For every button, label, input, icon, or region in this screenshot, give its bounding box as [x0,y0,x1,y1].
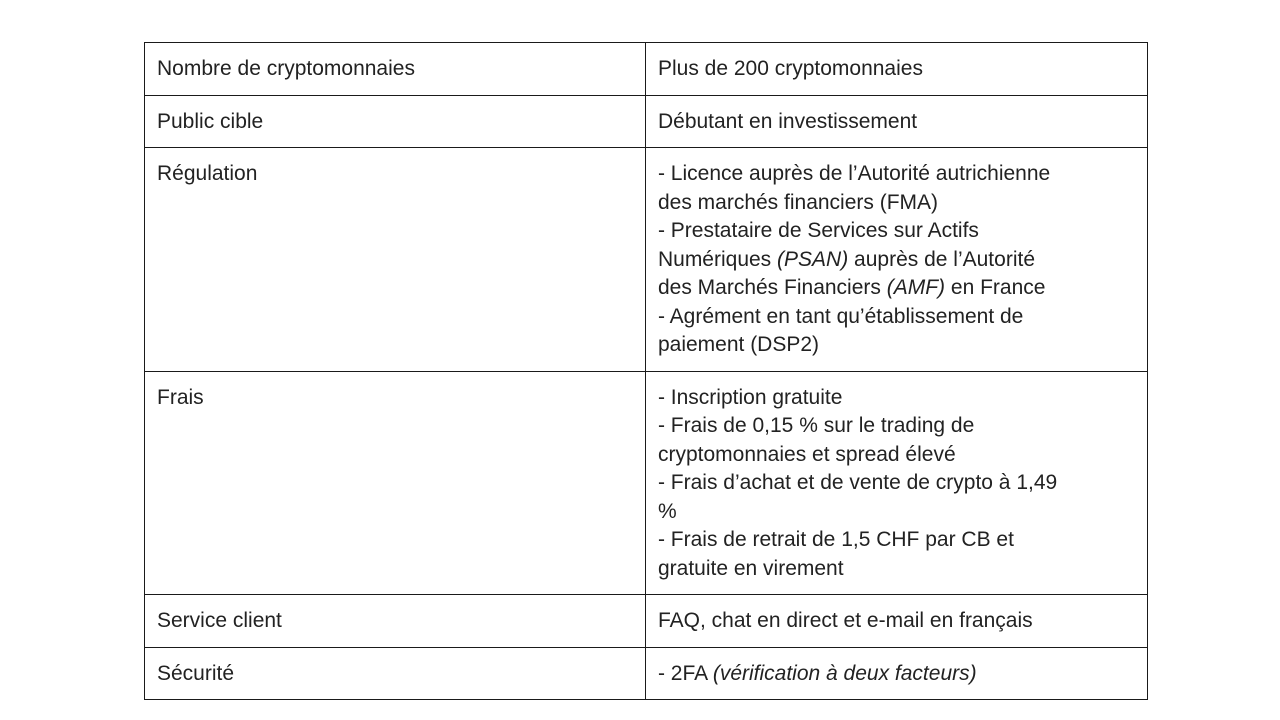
row-label-regulation: Régulation [145,148,646,372]
regulation-line: des marchés financiers (FMA) [657,190,939,214]
frais-line: % [657,499,677,523]
row-label-public-cible: Public cible [145,95,646,148]
table-row [145,647,1148,700]
row-value-securite [645,647,1147,700]
row-value-frais [645,371,1147,595]
regulation-line [658,246,1135,275]
row-value-nombre-cryptomonnaies: Plus de 200 cryptomonnaies [645,43,1147,96]
frais-line: - Frais de retrait de 1,5 CHF par CB et [657,528,1014,551]
table-row [145,43,1148,96]
regulation-line: - Prestataire de Services sur Actifs [657,219,979,242]
row-label-frais: Frais [145,371,646,595]
securite-italic: (vérification à deux facteurs) [712,661,977,685]
frais-line: cryptomonnaies et spread élevé [657,442,956,466]
row-label-securite: Sécurité [145,647,646,700]
row-value-service-client: FAQ, chat en direct et e-mail en français [645,595,1147,648]
frais-line: - Frais de 0,15 % sur le trading de [657,414,975,437]
regulation-line: - Licence auprès de l’Autorité autrichienne [657,162,1051,185]
row-label-service-client: Service client [145,595,646,648]
crypto-platform-info-table [144,42,1148,700]
row-label-nombre-cryptomonnaies: Nombre de cryptomonnaies [145,43,646,96]
table-row [145,595,1148,648]
frais-line: - Frais d’achat et de vente de crypto à 1,49 [657,471,1058,494]
regulation-italic-psan: (PSAN) [777,247,849,271]
regulation-line [658,274,1135,303]
row-value-regulation [645,148,1147,372]
row-value-public-cible: Débutant en investissement [645,95,1147,148]
securite-text: - 2FA [657,661,713,685]
regulation-line: paiement (DSP2) [657,333,820,356]
frais-line: gratuite en virement [657,556,844,580]
table-row [145,148,1148,372]
regulation-text: des Marchés Financiers [657,276,887,299]
regulation-text: auprès de l’Autorité [848,247,1035,271]
table-row [145,371,1148,595]
regulation-line: - Agrément en tant qu’établissement de [657,304,1024,328]
table-row [145,95,1148,148]
regulation-text: en France [945,276,1046,299]
frais-line: - Inscription gratuite [657,385,843,409]
regulation-text: Numériques [657,247,778,271]
regulation-italic-amf: (AMF) [886,276,946,299]
